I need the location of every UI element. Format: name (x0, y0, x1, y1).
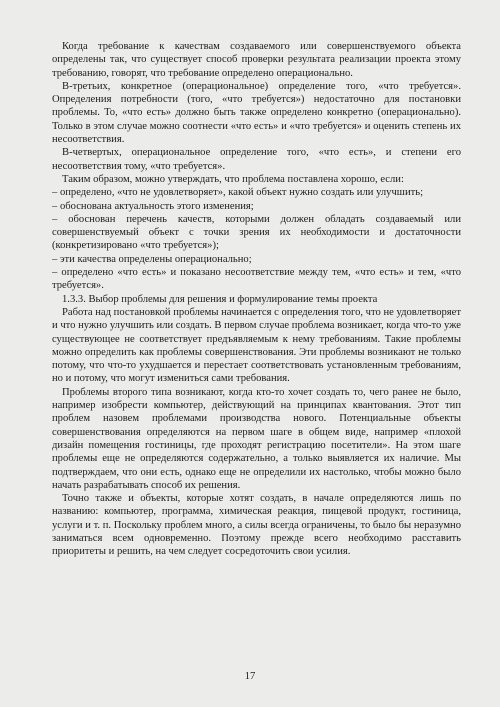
page-number: 17 (244, 671, 256, 682)
list-item: – обоснована актуальность этого изменения; (52, 200, 254, 212)
list-item: – определено «что есть» и показано несоответствие между тем, «что есть» и тем, «что требуется». (52, 267, 461, 292)
paragraph: В-четвертых, операциональное определение того, «что есть», и степени его несоответствия тому, «что требуется». (52, 147, 461, 172)
list-item: – эти качества определены операционально; (52, 253, 252, 265)
paragraph: Когда требование к качествам создаваемого или совершенствуемого объекта определены так, что существует способ проверки результата реализации проекта этому требованию, говорят, что требование определено операционально. (52, 41, 461, 79)
paragraph: В-третьих, конкретное (операциональное) определение того, «что требуется». Определения потребности (того, «что требуется») недостаточно для постановки проблемы. То, «что есть» должно быть также определено конкретно (операционально). Только в этом случае можно соотнести «что есть» и «что требуется» и оценить степень их несоответствия. (52, 80, 461, 146)
paragraph: Точно также и объекты, которые хотят создать, в начале определяются лишь по названию: компьютер, программа, химическая реакция, пищевой продукт, гостиница, услуги и т. п. Поскольку проблем много, а силы всегда ограничены, то было бы неразумно заниматься всем одновременно. Поэтому прежде всего необходимо расставить приоритеты и решить, на чем следует сосредоточить свои усилия. (52, 493, 461, 558)
paragraph: Проблемы второго типа возникают, когда кто-то хочет создать то, чего ранее не было, например изобрести компьютер, действующий на принципах квантования. Этот тип проблем назовем проблемами производства нового. Потенциальные объекты совершенствования определяются на первом шаге в общем виде, например «плохой дизайн помещения гостиницы, где проходят регистрацию посетители». На этом шаге проблемы еще не определяются содержательно, а только выявляется их наличие. Мы подтверждаем, что они есть, однако еще не определили их настолько, чтобы можно было начать разрабатывать способ их решения. (52, 386, 461, 491)
section-heading: 1.3.3. Выбор проблемы для решения и формулирование темы проекта (62, 293, 378, 305)
paragraph: Таким образом, можно утверждать, что проблема поставлена хорошо, если: (62, 173, 404, 185)
page-body (52, 40, 461, 559)
paragraph: Работа над постановкой проблемы начинается с определения того, что не удовлетворяет и что нужно улучшить или создать. В первом случае проблема возникает, когда что-то уже существующее не соответствует предъявляемым к нему требованиям. Такие проблемы можно определить как проблемы совершенствования. Эти проблемы возникают не только потому, что что-то ухудшается и перестает соответствовать установленным требованиям, но и потому, что могут измениться сами требования. (52, 306, 461, 385)
list-item: – определено, «что не удовлетворяет», какой объект нужно создать или улучшить; (52, 187, 424, 199)
list-item: – обоснован перечень качеств, которыми должен обладать создаваемый или совершенствуемый объект с точки зрения их необходимости и достаточности (конкретизировано «что требуется»); (52, 213, 461, 252)
